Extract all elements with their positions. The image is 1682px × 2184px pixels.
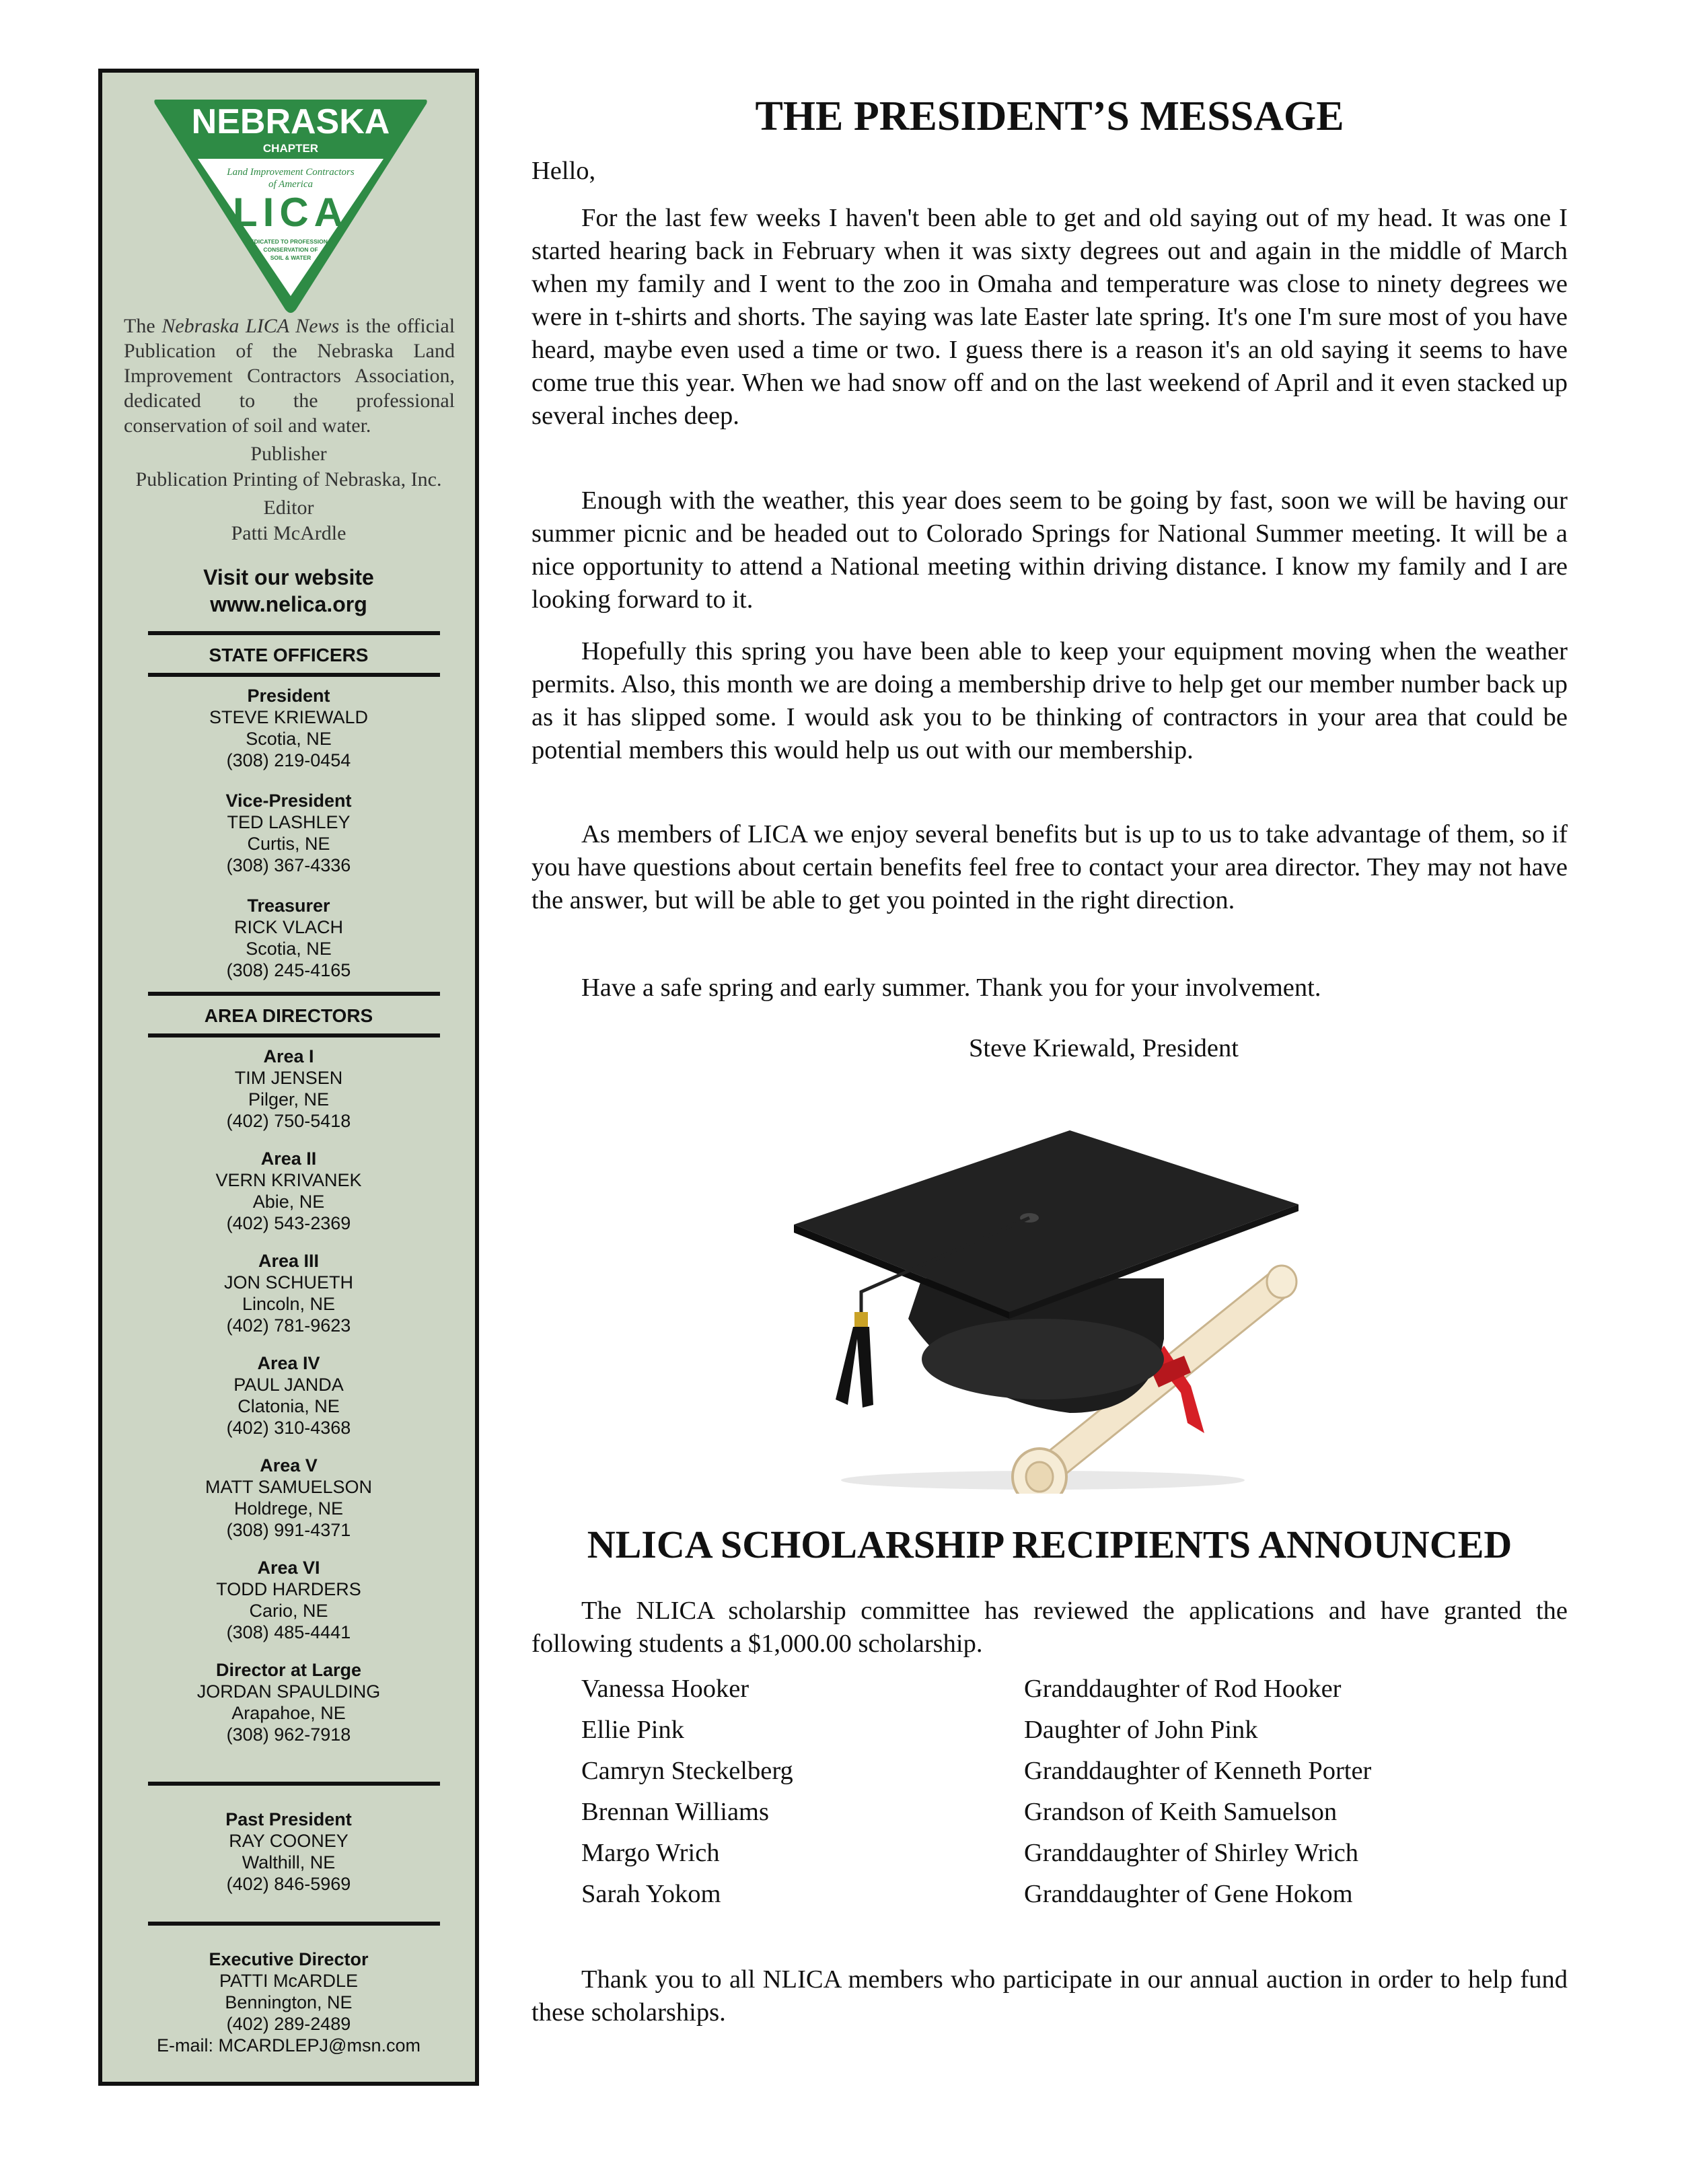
officer-city: Scotia, NE — [246, 729, 332, 749]
director-city: Abie, NE — [252, 1192, 325, 1212]
logo-motto-line3: SOIL & WATER — [270, 254, 312, 261]
director-name: JON SCHUETH — [223, 1272, 353, 1293]
message-paragraph: Hopefully this spring you have been able to keep your equipment moving when the weather permits. Also, this month we are doing a membership drive to help get our member number back up as it has slipped some. I would ask you to be thinking of contractors in your area that could be potential members this would help us out with our membership. — [532, 637, 1568, 764]
director-name: PAUL JANDA — [233, 1375, 344, 1395]
logo-motto-line1: DEDICATED TO PROFESSIONAL — [246, 238, 336, 245]
graduation-cap-illustration — [787, 1117, 1325, 1494]
director-area-1 — [102, 1046, 475, 1132]
director-area-2 — [102, 1148, 475, 1234]
director-area-4 — [102, 1352, 475, 1439]
director-role: Director at Large — [215, 1660, 362, 1680]
intro-rest: is the official Publication of the Nebraska Land Improvement Contractors Association, dedicated to the professional conservation of soil and water. — [124, 315, 455, 437]
director-area-5 — [102, 1455, 475, 1541]
publisher: Publication Printing of Nebraska, Inc. — [135, 468, 442, 490]
recipient-name: Sarah Yokom — [581, 1880, 721, 1908]
director-phone: (308) 962-7918 — [226, 1724, 351, 1745]
list-item — [581, 1755, 1568, 1796]
officer-city: Scotia, NE — [246, 939, 332, 959]
list-item — [581, 1796, 1568, 1837]
director-role: Area VI — [257, 1558, 320, 1578]
director-name: TIM JENSEN — [234, 1068, 343, 1088]
past-president — [102, 1809, 475, 1895]
director-city: Holdrege, NE — [233, 1498, 344, 1519]
director-name: TODD HARDERS — [216, 1579, 361, 1599]
divider — [148, 1782, 440, 1786]
sidebar — [98, 69, 479, 2086]
mortarboard-icon — [794, 1130, 1299, 1413]
divider — [148, 673, 440, 677]
list-item — [581, 1714, 1568, 1755]
director-role: Area IV — [257, 1353, 320, 1373]
past-president-role: Past President — [225, 1809, 352, 1829]
nebraska-lica-logo — [149, 93, 432, 315]
recipient-name: Margo Wrich — [581, 1839, 720, 1867]
recipient-relation: Granddaughter of Shirley Wrich — [1024, 1839, 1359, 1867]
message-paragraph: Enough with the weather, this year does seem to be going by fast, soon we will be having our summer picnic and be headed out to Colorado Springs for National Summer meeting. It will be a nice opportunity to attend a National meeting within driving distance. I know my family and I are looking forward to it. — [532, 486, 1568, 614]
recipient-relation: Granddaughter of Rod Hooker — [1024, 1675, 1342, 1703]
director-role: Area V — [260, 1455, 318, 1476]
scholarship-title: NLICA SCHOLARSHIP RECIPIENTS ANNOUNCED — [587, 1523, 1512, 1566]
director-area-3 — [102, 1250, 475, 1336]
director-phone: (308) 485-4441 — [226, 1622, 351, 1642]
presidents-message-title: THE PRESIDENT’S MESSAGE — [755, 94, 1344, 139]
director-phone: (402) 781-9623 — [226, 1315, 351, 1336]
officer-president — [102, 685, 475, 771]
logo-motto-line2: CONSERVATION OF — [263, 246, 318, 253]
message-paragraph: Have a safe spring and early summer. Thank you for your involvement. — [581, 974, 1321, 1002]
executive-director-phone: (402) 289-2489 — [226, 2014, 351, 2034]
recipient-relation: Granddaughter of Gene Hokom — [1024, 1880, 1353, 1908]
editor-label: Editor — [263, 497, 314, 519]
divider — [148, 992, 440, 996]
director-city: Clatonia, NE — [237, 1396, 340, 1416]
recipient-relation: Grandson of Keith Samuelson — [1024, 1798, 1338, 1826]
message-signature: Steve Kriewald, President — [969, 1034, 1239, 1062]
logo-org-line2: of America — [268, 179, 313, 190]
scholarship-intro: The NLICA scholarship committee has reviewed the applications and have granted the following students a $1,000.00 scholarship. — [532, 1597, 1568, 1658]
director-at-large — [102, 1659, 475, 1745]
intro-publication-name: Nebraska LICA News — [161, 315, 340, 337]
list-item — [581, 1878, 1568, 1919]
director-role: Area II — [260, 1149, 317, 1169]
divider — [148, 1922, 440, 1926]
executive-director-name: PATTI McARDLE — [219, 1971, 359, 1991]
scholarship-closing: Thank you to all NLICA members who participate in our annual auction in order to help fund these scholarships. — [532, 1965, 1568, 2027]
divider — [148, 631, 440, 635]
logo-title: NEBRASKA — [191, 102, 390, 141]
website-link[interactable]: www.nelica.org — [210, 592, 367, 616]
publisher-label: Publisher — [250, 443, 327, 465]
director-name: JORDAN SPAULDING — [196, 1681, 381, 1702]
director-city: Cario, NE — [249, 1601, 328, 1621]
scholarship-recipients-list — [581, 1673, 1568, 1919]
executive-director-role: Executive Director — [209, 1949, 369, 1969]
director-city: Lincoln, NE — [242, 1294, 336, 1314]
officer-name: TED LASHLEY — [227, 812, 351, 832]
website-label: Visit our website — [203, 565, 374, 589]
officer-phone: (308) 367-4336 — [226, 855, 351, 875]
officer-name: STEVE KRIEWALD — [209, 707, 369, 727]
message-paragraph: For the last few weeks I haven't been able to get and old saying out of my head. It was one I started hearing back in February when it was sixty degrees out and again in the middle of March when my family and I went to the zoo in Omaha and temperature was close to ninety degrees we were in t-shirts and shorts. The saying was late Easter late spring. It's one I'm sure most of you have heard, maybe even used a time or two. I guess there is a reason it's an old saying it seems to have come true this year. When we had snow off and on the last weekend of April and it even stacked up several inches deep. — [532, 204, 1568, 430]
director-name: VERN KRIVANEK — [215, 1170, 362, 1190]
past-president-phone: (402) 846-5969 — [226, 1874, 351, 1894]
officer-name: RICK VLACH — [233, 917, 344, 937]
logo-chapter: CHAPTER — [262, 142, 319, 155]
list-item — [581, 1673, 1568, 1714]
officer-phone: (308) 219-0454 — [226, 750, 351, 770]
logo-org-line1: Land Improvement Contractors — [227, 167, 355, 178]
executive-director-email[interactable]: E-mail: MCARDLEPJ@msn.com — [157, 2035, 420, 2055]
director-area-6 — [102, 1557, 475, 1643]
state-officers-heading: STATE OFFICERS — [209, 645, 369, 665]
divider — [148, 1033, 440, 1038]
officer-role: Vice-President — [225, 791, 352, 811]
tassel-clasp — [854, 1312, 868, 1328]
officer-treasurer — [102, 895, 475, 981]
director-phone: (308) 991-4371 — [226, 1520, 351, 1540]
director-role: Area I — [263, 1046, 314, 1066]
officer-role: President — [247, 686, 330, 706]
recipient-name: Vanessa Hooker — [581, 1675, 749, 1703]
director-role: Area III — [258, 1251, 320, 1271]
recipient-name: Brennan Williams — [581, 1798, 769, 1826]
list-item — [581, 1837, 1568, 1878]
director-city: Pilger, NE — [248, 1089, 330, 1109]
recipient-relation: Granddaughter of Kenneth Porter — [1024, 1757, 1372, 1785]
message-greeting: Hello, — [532, 157, 596, 185]
intro-prefix: The — [124, 315, 155, 337]
director-phone: (402) 543-2369 — [226, 1213, 351, 1233]
director-city: Arapahoe, NE — [231, 1703, 346, 1723]
director-name: MATT SAMUELSON — [205, 1477, 373, 1497]
director-phone: (402) 750-5418 — [226, 1111, 351, 1131]
area-directors-heading: AREA DIRECTORS — [204, 1005, 373, 1026]
executive-director — [102, 1949, 475, 2056]
executive-director-city: Bennington, NE — [225, 1992, 353, 2012]
editor: Patti McArdle — [231, 522, 346, 544]
logo-acronym: LICA — [233, 190, 349, 235]
recipient-name: Camryn Steckelberg — [581, 1757, 793, 1785]
director-phone: (402) 310-4368 — [226, 1418, 351, 1438]
officer-city: Curtis, NE — [247, 834, 330, 854]
past-president-name: RAY COONEY — [229, 1831, 349, 1851]
recipient-relation: Daughter of John Pink — [1024, 1716, 1258, 1744]
message-paragraph: As members of LICA we enjoy several benefits but is up to us to take advantage of them, so if you have questions about certain benefits feel free to contact your area director. They may not have the answer, but will be able to get you pointed in the right direction. — [532, 820, 1568, 914]
past-president-city: Walthill, NE — [242, 1852, 336, 1872]
officer-phone: (308) 245-4165 — [226, 960, 351, 980]
publication-intro — [124, 314, 455, 438]
officer-role: Treasurer — [247, 896, 330, 916]
officer-vice-president — [102, 790, 475, 876]
recipient-name: Ellie Pink — [581, 1716, 684, 1744]
